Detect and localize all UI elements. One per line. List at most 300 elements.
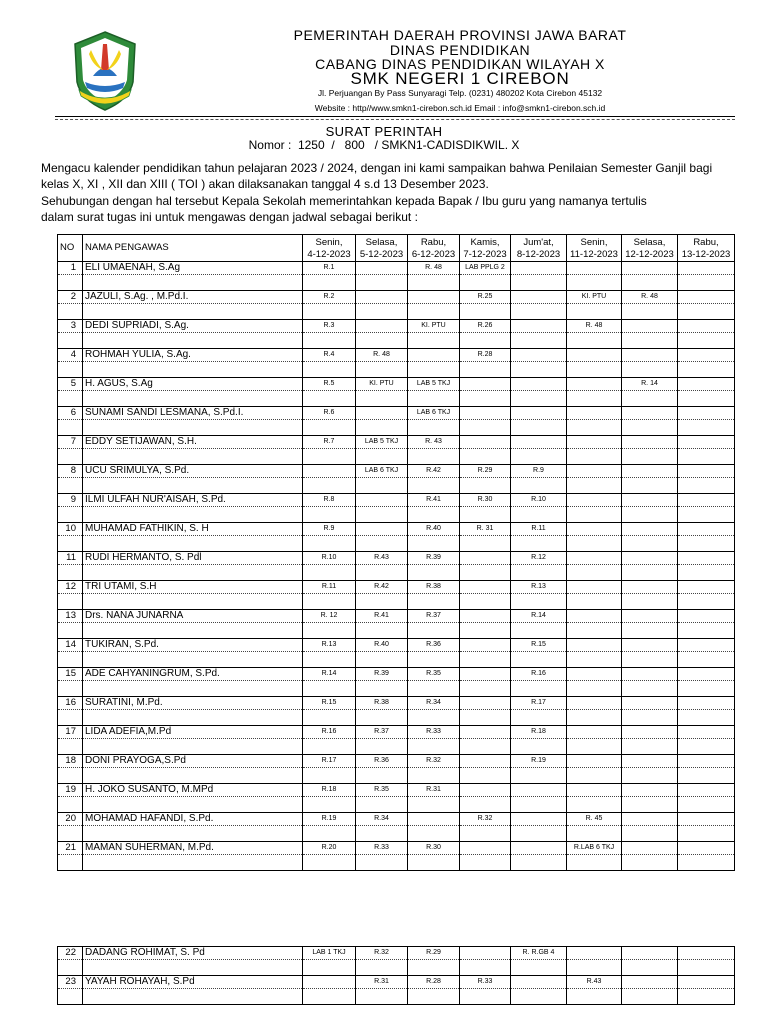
room-assignment-cell [511, 291, 567, 304]
room-assignment-cell: R.15 [511, 639, 567, 652]
room-assignment-cell [678, 610, 735, 623]
room-assignment-cell: LAB 6 TKJ [356, 465, 408, 478]
date-label: 11-12-2023 [570, 249, 618, 260]
room-assignment-cell [511, 378, 567, 391]
empty-cell [567, 594, 622, 610]
room-assignment-cell [567, 465, 622, 478]
empty-cell [303, 304, 356, 320]
empty-cell [678, 362, 735, 378]
empty-cell [678, 739, 735, 755]
empty-cell [678, 960, 735, 976]
room-assignment-cell [460, 378, 511, 391]
supervisor-name: ROHMAH YULIA, S.Ag. [83, 349, 303, 362]
empty-cell [408, 333, 460, 349]
empty-cell [356, 478, 408, 494]
room-assignment-cell [622, 349, 678, 362]
empty-cell [83, 449, 303, 465]
empty-cell [356, 304, 408, 320]
room-assignment-cell [511, 407, 567, 420]
empty-cell [567, 362, 622, 378]
table-row-spacer [58, 536, 735, 552]
date-label: 12-12-2023 [625, 249, 674, 260]
day-label: Senin, [315, 237, 343, 248]
date-label: 6-12-2023 [411, 249, 456, 260]
table-row-spacer [58, 855, 735, 871]
room-assignment-cell [678, 726, 735, 739]
school-name: SMK NEGERI 1 CIREBON [350, 69, 570, 88]
empty-cell [678, 594, 735, 610]
empty-cell [83, 768, 303, 784]
row-number: 11 [58, 552, 83, 565]
room-assignment-cell [303, 976, 356, 989]
empty-cell [58, 768, 83, 784]
room-assignment-cell: R. 48 [408, 262, 460, 275]
empty-cell [622, 681, 678, 697]
room-assignment-cell: R.41 [408, 494, 460, 507]
empty-cell [356, 362, 408, 378]
room-assignment-cell [678, 755, 735, 768]
room-assignment-cell [511, 349, 567, 362]
room-assignment-cell [356, 407, 408, 420]
room-assignment-cell [567, 726, 622, 739]
room-assignment-cell: R.34 [356, 813, 408, 826]
col-header-name: NAMA PENGAWAS [83, 235, 303, 262]
room-assignment-cell [622, 494, 678, 507]
room-assignment-cell [678, 947, 735, 960]
row-number: 5 [58, 378, 83, 391]
body-paragraph-line: Sehubungan dengan hal tersebut Kepala Sekolah memerintahkan kepada Bapak / Ibu guru yang namanya tertulis [41, 194, 647, 208]
room-assignment-cell [567, 947, 622, 960]
school-address: Jl. Perjuangan By Pass Sunyaragi Telp. (0231) 480202 Kota Cirebon 45132 [317, 88, 603, 98]
supervisor-name: DEDI SUPRIADI, S.Ag. [83, 320, 303, 333]
room-assignment-cell [678, 668, 735, 681]
room-assignment-cell: R.30 [408, 842, 460, 855]
empty-cell [58, 710, 83, 726]
room-assignment-cell [678, 523, 735, 536]
supervisor-schedule-table-continued [57, 946, 735, 1005]
supervisor-name: LIDA ADEFIA,M.Pd [83, 726, 303, 739]
day-label: Rabu, [420, 237, 447, 248]
room-assignment-cell: KI. PTU [408, 320, 460, 333]
row-number: 23 [58, 976, 83, 989]
room-assignment-cell: R. 45 [567, 813, 622, 826]
empty-cell [567, 478, 622, 494]
empty-cell [622, 797, 678, 813]
supervisor-name: TRI UTAMI, S.H [83, 581, 303, 594]
empty-cell [622, 739, 678, 755]
room-assignment-cell: R.37 [408, 610, 460, 623]
room-assignment-cell: R. 48 [567, 320, 622, 333]
empty-cell [567, 710, 622, 726]
empty-cell [460, 739, 511, 755]
empty-cell [58, 855, 83, 871]
empty-cell [408, 420, 460, 436]
empty-cell [678, 826, 735, 842]
empty-cell [58, 797, 83, 813]
row-number: 13 [58, 610, 83, 623]
room-assignment-cell: R.13 [303, 639, 356, 652]
table-row-spacer [58, 623, 735, 639]
room-assignment-cell [567, 755, 622, 768]
room-assignment-cell [678, 465, 735, 478]
empty-cell [408, 507, 460, 523]
empty-cell [511, 739, 567, 755]
room-assignment-cell: R. 48 [622, 291, 678, 304]
row-number: 1 [58, 262, 83, 275]
row-number: 9 [58, 494, 83, 507]
empty-cell [511, 989, 567, 1005]
empty-cell [58, 478, 83, 494]
empty-cell [303, 275, 356, 291]
room-assignment-cell: R.13 [511, 581, 567, 594]
room-assignment-cell: R.42 [408, 465, 460, 478]
room-assignment-cell: R.8 [303, 494, 356, 507]
room-assignment-cell [622, 436, 678, 449]
empty-cell [303, 536, 356, 552]
table-row-spacer [58, 449, 735, 465]
empty-cell [460, 710, 511, 726]
col-header-day [567, 235, 622, 262]
room-assignment-cell [622, 755, 678, 768]
empty-cell [58, 594, 83, 610]
empty-cell [622, 275, 678, 291]
room-assignment-cell: R.32 [356, 947, 408, 960]
row-number: 8 [58, 465, 83, 478]
empty-cell [622, 478, 678, 494]
row-number: 12 [58, 581, 83, 594]
empty-cell [460, 623, 511, 639]
room-assignment-cell [567, 523, 622, 536]
empty-cell [356, 275, 408, 291]
empty-cell [83, 333, 303, 349]
empty-cell [622, 391, 678, 407]
empty-cell [408, 739, 460, 755]
room-assignment-cell [408, 813, 460, 826]
empty-cell [303, 768, 356, 784]
room-assignment-cell [567, 407, 622, 420]
room-assignment-cell: R.5 [303, 378, 356, 391]
table-row-spacer [58, 989, 735, 1005]
room-assignment-cell [460, 552, 511, 565]
table-row-spacer [58, 826, 735, 842]
empty-cell [678, 710, 735, 726]
empty-cell [408, 275, 460, 291]
empty-cell [356, 449, 408, 465]
empty-cell [408, 652, 460, 668]
table-row-spacer [58, 739, 735, 755]
col-header-day [511, 235, 567, 262]
empty-cell [303, 420, 356, 436]
empty-cell [356, 710, 408, 726]
empty-cell [303, 594, 356, 610]
room-assignment-cell [678, 639, 735, 652]
empty-cell [83, 391, 303, 407]
room-assignment-cell: LAB 5 TKJ [356, 436, 408, 449]
letter-number: Nomor : 1250 / 800 / SMKN1-CADISDIKWIL. X [248, 138, 520, 152]
room-assignment-cell: R.39 [408, 552, 460, 565]
room-assignment-cell [678, 407, 735, 420]
empty-cell [622, 565, 678, 581]
room-assignment-cell [356, 494, 408, 507]
empty-cell [408, 362, 460, 378]
room-assignment-cell: R.16 [303, 726, 356, 739]
empty-cell [511, 855, 567, 871]
empty-cell [58, 565, 83, 581]
empty-cell [678, 565, 735, 581]
room-assignment-cell [678, 291, 735, 304]
room-assignment-cell: R.32 [408, 755, 460, 768]
supervisor-name: ELI UMAENAH, S.Ag [83, 262, 303, 275]
empty-cell [567, 652, 622, 668]
empty-cell [58, 536, 83, 552]
room-assignment-cell: R.28 [460, 349, 511, 362]
room-assignment-cell: LAB PPLG 2 [460, 262, 511, 275]
empty-cell [622, 507, 678, 523]
room-assignment-cell [622, 610, 678, 623]
empty-cell [622, 855, 678, 871]
empty-cell [460, 652, 511, 668]
empty-cell [622, 536, 678, 552]
room-assignment-cell: R.37 [356, 726, 408, 739]
room-assignment-cell: R.43 [567, 976, 622, 989]
room-assignment-cell: R. 31 [460, 523, 511, 536]
date-label: 8-12-2023 [516, 249, 561, 260]
table-row-spacer [58, 507, 735, 523]
empty-cell [408, 478, 460, 494]
table-row-spacer [58, 478, 735, 494]
room-assignment-cell: R.39 [356, 668, 408, 681]
empty-cell [303, 989, 356, 1005]
empty-cell [303, 739, 356, 755]
empty-cell [303, 333, 356, 349]
empty-cell [303, 565, 356, 581]
empty-cell [356, 594, 408, 610]
table-row-spacer [58, 768, 735, 784]
empty-cell [567, 333, 622, 349]
room-assignment-cell: R.10 [511, 494, 567, 507]
row-number: 4 [58, 349, 83, 362]
empty-cell [408, 826, 460, 842]
date-label: 5-12-2023 [359, 249, 404, 260]
empty-cell [356, 333, 408, 349]
room-assignment-cell: R. 12 [303, 610, 356, 623]
room-assignment-cell [567, 552, 622, 565]
table-row [58, 639, 735, 652]
empty-cell [678, 507, 735, 523]
empty-cell [303, 710, 356, 726]
room-assignment-cell [567, 436, 622, 449]
room-assignment-cell: R.38 [408, 581, 460, 594]
col-header-day [622, 235, 678, 262]
school-contact: Website : http//www.smkn1-cirebon.sch.id Email : info@smkn1-cirebon.sch.id [314, 103, 606, 113]
room-assignment-cell [460, 726, 511, 739]
supervisor-name: SUNAMI SANDI LESMANA, S.Pd.I. [83, 407, 303, 420]
date-label: 4-12-2023 [307, 249, 351, 260]
empty-cell [460, 855, 511, 871]
room-assignment-cell: R.36 [356, 755, 408, 768]
table-row-spacer [58, 594, 735, 610]
table-row-spacer [58, 333, 735, 349]
room-assignment-cell [678, 552, 735, 565]
room-assignment-cell [511, 320, 567, 333]
empty-cell [567, 768, 622, 784]
empty-cell [678, 304, 735, 320]
room-assignment-cell [622, 465, 678, 478]
empty-cell [567, 275, 622, 291]
empty-cell [678, 989, 735, 1005]
room-assignment-cell [408, 291, 460, 304]
table-row-spacer [58, 797, 735, 813]
room-assignment-cell: R.29 [460, 465, 511, 478]
empty-cell [511, 797, 567, 813]
room-assignment-cell [511, 436, 567, 449]
empty-cell [356, 420, 408, 436]
table-row [58, 436, 735, 449]
row-number: 10 [58, 523, 83, 536]
col-header-day [678, 235, 735, 262]
empty-cell [83, 681, 303, 697]
empty-cell [303, 855, 356, 871]
empty-cell [622, 304, 678, 320]
day-label: Selasa, [633, 237, 666, 248]
empty-cell [622, 623, 678, 639]
empty-cell [511, 960, 567, 976]
empty-cell [511, 304, 567, 320]
empty-cell [460, 565, 511, 581]
room-assignment-cell: R.31 [408, 784, 460, 797]
empty-cell [58, 420, 83, 436]
room-assignment-cell: R.29 [408, 947, 460, 960]
day-label: Selasa, [365, 237, 398, 248]
empty-cell [678, 420, 735, 436]
room-assignment-cell: R.6 [303, 407, 356, 420]
room-assignment-cell: R.35 [408, 668, 460, 681]
table-row [58, 697, 735, 710]
body-paragraph-line: dalam surat tugas ini untuk mengawas dengan jadwal sebagai berikut : [41, 210, 418, 224]
room-assignment-cell [622, 262, 678, 275]
day-label: Jum'at, [523, 237, 554, 248]
room-assignment-cell: LAB 6 TKJ [408, 407, 460, 420]
room-assignment-cell: R.20 [303, 842, 356, 855]
empty-cell [567, 391, 622, 407]
empty-cell [58, 989, 83, 1005]
empty-cell [460, 304, 511, 320]
room-assignment-cell: R.19 [303, 813, 356, 826]
empty-cell [58, 623, 83, 639]
table-row [58, 262, 735, 275]
room-assignment-cell: LAB 1 TKJ [303, 947, 356, 960]
table-row-spacer [58, 391, 735, 407]
empty-cell [83, 797, 303, 813]
empty-cell [460, 391, 511, 407]
room-assignment-cell [622, 581, 678, 594]
empty-cell [303, 623, 356, 639]
empty-cell [678, 855, 735, 871]
room-assignment-cell: R.11 [511, 523, 567, 536]
room-assignment-cell: R.4 [303, 349, 356, 362]
room-assignment-cell: R.34 [408, 697, 460, 710]
room-assignment-cell [622, 947, 678, 960]
empty-cell [622, 594, 678, 610]
room-assignment-cell: R.14 [511, 610, 567, 623]
empty-cell [678, 536, 735, 552]
empty-cell [303, 449, 356, 465]
table-row-spacer [58, 652, 735, 668]
row-number: 15 [58, 668, 83, 681]
west-java-emblem-logo [71, 30, 139, 112]
room-assignment-cell [567, 784, 622, 797]
room-assignment-cell [567, 610, 622, 623]
empty-cell [460, 333, 511, 349]
room-assignment-cell: R.28 [408, 976, 460, 989]
room-assignment-cell [678, 842, 735, 855]
empty-cell [567, 565, 622, 581]
supervisor-name: YAYAH ROHAYAH, S.Pd [83, 976, 303, 989]
empty-cell [356, 536, 408, 552]
room-assignment-cell [567, 262, 622, 275]
empty-cell [678, 333, 735, 349]
empty-cell [460, 536, 511, 552]
day-label: Senin, [580, 237, 608, 248]
room-assignment-cell: R. R.GB 4 [511, 947, 567, 960]
room-assignment-cell [460, 639, 511, 652]
room-assignment-cell [567, 349, 622, 362]
empty-cell [622, 420, 678, 436]
empty-cell [567, 797, 622, 813]
empty-cell [567, 420, 622, 436]
supervisor-name: ADE CAHYANINGRUM, S.Pd. [83, 668, 303, 681]
empty-cell [58, 826, 83, 842]
empty-cell [303, 391, 356, 407]
empty-cell [460, 507, 511, 523]
row-number: 18 [58, 755, 83, 768]
table-row [58, 610, 735, 623]
empty-cell [408, 536, 460, 552]
row-number: 17 [58, 726, 83, 739]
room-assignment-cell [678, 378, 735, 391]
supervisor-name: SURATINI, M.Pd. [83, 697, 303, 710]
row-number: 14 [58, 639, 83, 652]
room-assignment-cell [678, 813, 735, 826]
empty-cell [511, 623, 567, 639]
empty-cell [511, 507, 567, 523]
room-assignment-cell [460, 755, 511, 768]
empty-cell [678, 478, 735, 494]
room-assignment-cell [567, 494, 622, 507]
empty-cell [356, 855, 408, 871]
empty-cell [622, 449, 678, 465]
room-assignment-cell [622, 639, 678, 652]
empty-cell [460, 768, 511, 784]
empty-cell [356, 652, 408, 668]
room-assignment-cell: R.11 [303, 581, 356, 594]
room-assignment-cell [460, 697, 511, 710]
room-assignment-cell: R.40 [356, 639, 408, 652]
empty-cell [511, 826, 567, 842]
room-assignment-cell [511, 976, 567, 989]
empty-cell [83, 739, 303, 755]
room-assignment-cell [622, 523, 678, 536]
col-header-day [303, 235, 356, 262]
empty-cell [356, 739, 408, 755]
room-assignment-cell: LAB 5 TKJ [408, 378, 460, 391]
room-assignment-cell: R.1 [303, 262, 356, 275]
room-assignment-cell [622, 552, 678, 565]
supervisor-name: DADANG ROHIMAT, S. Pd [83, 947, 303, 960]
empty-cell [303, 681, 356, 697]
table-row [58, 523, 735, 536]
empty-cell [622, 768, 678, 784]
